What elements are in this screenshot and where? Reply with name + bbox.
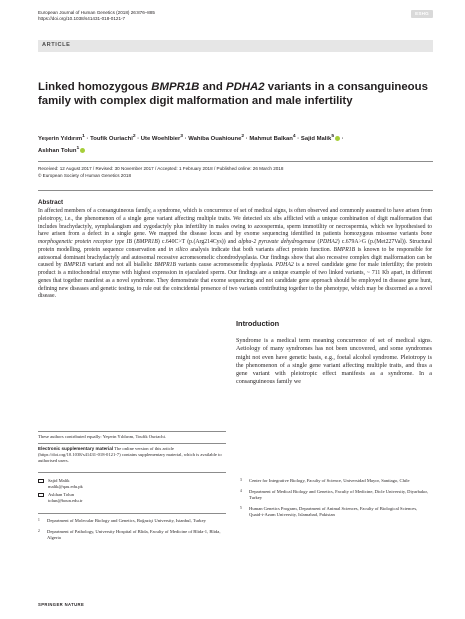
author-list xyxy=(38,132,433,157)
affiliations-left xyxy=(38,518,226,546)
author-name[interactable]: · Sajid Malik xyxy=(295,135,332,142)
author-name[interactable]: · Toufik Ouriachi xyxy=(84,135,133,142)
author-name[interactable]: Aslıhan Tolun xyxy=(38,148,77,155)
copyright: © European Society of Human Genetics 2018 xyxy=(38,172,132,178)
affiliation-item: 4 Department of Medical Biology and Genetics, Faculty of Medicine, Dicle University, Diyarbakır, Turkey xyxy=(240,489,429,500)
footnote-divider xyxy=(38,513,226,514)
correspondence-email[interactable]: tolun@boun.edu.tr xyxy=(48,498,83,503)
title-text: and xyxy=(199,81,226,93)
author-separator: · xyxy=(340,135,344,142)
doi-link[interactable]: https://doi.org/10.1038/s41431-018-0121-7 xyxy=(38,16,126,21)
affiliation-marker: 2 xyxy=(241,134,245,139)
abstract-text: In affected members of a consanguineous family, a syndrome, which is concurrence of set of medical signs, is often observed and commonly assumed to have arisen from pleiotropy, i.e., the phenomenon of a single gene variant affecting multiple traits. We detected six sibs afflicted with a unique combination of digit malformation that includes brachydactyly, symphalangism and zygodactyly plus infertility in males owing to azoospermia, sperm immotility or necrospermia, which we hypothesised to have arisen from a defect in a single gene. We mapped the disease locus and by exome sequencing identified in patients homozygous missense variants bone morphogenetic protein receptor type IB (BMPR1B) c.640C>T (p.(Arg214Cys)) and alpha-2 pyruvate dehydrogenase (PDHA2) c.679A>G (p.(Met227Val)). Structural protein modelling, protein sequence conservation and in silico analysis indicate that both variants affect protein function. BMPR1B is known to be responsible for autosomal dominant brachydactyly and autosomal recessive acromesomelic chondrodysplasia. Our findings show that also recessive complex digit malformation can be caused by BMPR1B variant and not all biallelic BMPR1B variants cause acromesomelic dysplasia. PDHA2 is a novel candidate gene for male infertility; the protein product is a mitochondrial enzyme with highest expression in ejaculated sperm. Our findings are a unique example of two linked variants, ~ 711 Kb apart, in different genes that together manifest as a novel syndrome. They demonstrate that exome sequencing and not candidate gene approach should be employed in disease gene hunt, defining new diseases and genetic testing, to rule out the coincidental presence of two variants contributing together to the phenotype, which may be discerned as a novel disease. xyxy=(38,208,433,300)
affiliation-marker: 4 xyxy=(292,134,296,139)
eshg-logo: ESHG xyxy=(411,10,433,18)
journal-citation: European Journal of Human Genetics (2018) 26:876–885 xyxy=(38,10,155,15)
journal-header xyxy=(38,10,155,22)
correspondence-email[interactable]: malik@qau.edu.pk xyxy=(48,484,83,489)
affiliation-item: 3 Center for Integrative Biology, Faculty of Science, Universidad Mayor, Santiago, Chile xyxy=(240,478,410,483)
author-name[interactable]: Yeşerin Yıldırım xyxy=(38,135,83,142)
correspondence-block xyxy=(38,478,226,504)
correspondence-name: Aslıhan Tolun xyxy=(48,492,75,497)
title-gene: PDHA2 xyxy=(225,81,265,93)
divider xyxy=(38,190,433,191)
affiliation-item: 1 Department of Molecular Biology and Genetics, Boğaziçi University, Istanbul, Turkey xyxy=(38,518,206,523)
abstract-heading: Abstract xyxy=(38,199,64,206)
correspondence-item xyxy=(38,478,226,490)
equal-contribution-note: These authors contributed equally: Yeşerin Yıldırım, Toufik Ouriachi. xyxy=(38,434,167,439)
affiliation-marker: 5 xyxy=(331,134,335,139)
footnote-divider xyxy=(38,472,226,473)
footnote-divider xyxy=(38,431,226,432)
orcid-icon[interactable] xyxy=(80,148,85,153)
article-band xyxy=(38,40,433,52)
envelope-icon xyxy=(38,493,44,497)
affiliation-marker: 1 xyxy=(82,134,85,139)
author-name[interactable]: · Wahiba Ouahioune xyxy=(183,135,242,142)
envelope-icon xyxy=(38,479,44,483)
introduction-text: Syndrome is a medical term meaning concurrence of set of medical signs. Aetiology of many syndromes has not been uncovered, and some syndromes might not even have genetic basis, e.g., foetal alcohol syndrome. Pleiotropy is the phenomenon of a single gene variant affecting multiple traits, and thus a gene variant with pleiotropic effect manifests as a syndrome. In a consanguineous family we xyxy=(236,338,432,386)
correspondence-item xyxy=(38,492,226,504)
esm-note: Electronic supplementary material The online version of this article (https://doi.org/10.1038/s41431-018-0121-7) contains supplementary material, which is available to authorised users. xyxy=(38,446,222,463)
paper-title xyxy=(38,80,428,108)
title-text: Linked homozygous xyxy=(38,81,152,93)
divider xyxy=(38,161,433,162)
affiliation-marker: 2 xyxy=(132,134,136,139)
received-dates: Received: 12 August 2017 / Revised: 30 November 2017 / Accepted: 1 February 2018 / Published online: 26 March 2018 xyxy=(38,166,284,171)
title-gene: BMPR1B xyxy=(151,81,200,93)
footnote-divider xyxy=(38,443,226,444)
section-label: ARTICLE xyxy=(42,42,71,48)
publisher-logo: SPRINGER NATURE xyxy=(38,602,85,607)
author-name[interactable]: · Mahmut Balkan xyxy=(244,135,293,142)
affiliation-marker: 3 xyxy=(180,134,184,139)
affiliation-marker: 1 xyxy=(76,146,80,152)
author-name[interactable]: · Ute Woehlbier xyxy=(135,135,181,142)
affiliations-right xyxy=(240,478,430,523)
title-text: variants in a consanguineous family with complex digit malformation and male infertility xyxy=(38,81,428,107)
affiliation-item: 2 Department of Pathology, University Hospital of Blida, Faculty of Medicine of Blida-1, Blida, Algeria xyxy=(38,529,221,540)
correspondence-name: Sajid Malik xyxy=(48,478,70,483)
publication-dates xyxy=(38,166,283,179)
affiliation-item: 5 Human Genetics Program, Department of Animal Sciences, Faculty of Biological Sciences, Quaid-i-Azam University, Islamabad, Pakistan xyxy=(240,506,418,517)
introduction-heading: Introduction xyxy=(236,319,280,328)
